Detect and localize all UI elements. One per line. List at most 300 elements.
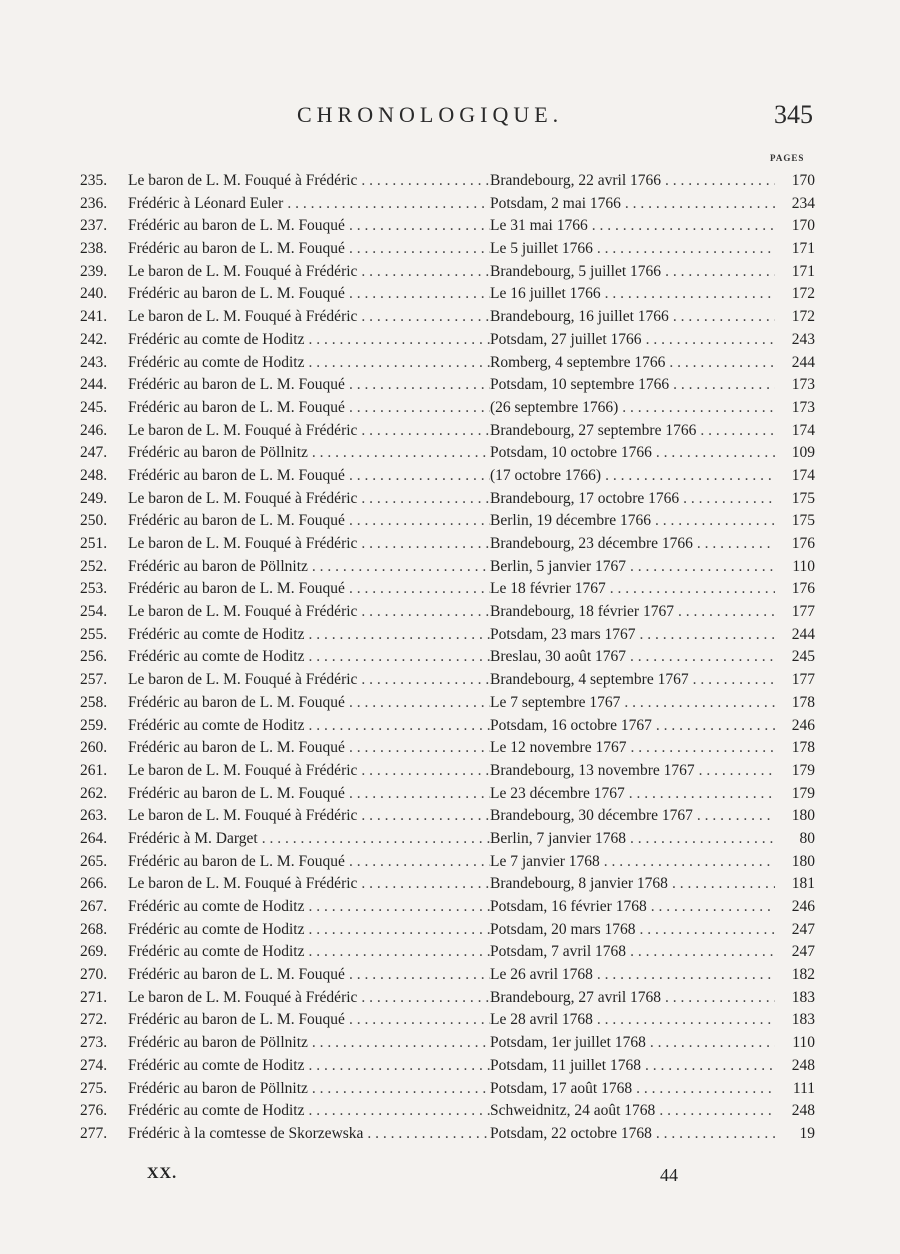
entry-number: 268. [80,920,108,938]
entry-title: Frédéric à M. Darget [128,829,258,847]
entry-page: 179 [791,761,815,779]
entry-place-cell [490,490,775,508]
table-row [80,739,815,762]
entry-title: Frédéric à Léonard Euler [128,194,284,212]
leader-dots [646,331,775,349]
entry-title-cell [128,376,490,394]
leader-dots [287,195,490,213]
entry-number: 237. [80,217,108,235]
leader-dots [672,875,775,893]
table-row [80,217,815,240]
table-row [80,1011,815,1034]
entry-place-cell [490,580,775,598]
leader-dots [630,558,775,576]
entry-place-cell [490,626,775,644]
entry-title: Frédéric au baron de L. M. Fouqué [128,285,345,303]
leader-dots [640,626,775,644]
entry-place-date: Le 26 avril 1768 [490,966,593,984]
entry-page: 247 [791,920,815,938]
entry-title: Frédéric au comte de Hoditz [128,716,305,734]
entry-place-date: Le 23 décembre 1767 [490,784,625,802]
leader-dots [636,1080,775,1098]
table-row [80,717,815,740]
entry-page: 110 [792,1034,815,1052]
entry-title-cell [128,1125,490,1143]
leader-dots [656,1125,775,1143]
leader-dots [361,535,490,553]
table-row [80,966,815,989]
entry-page: 173 [791,398,815,416]
entry-page: 178 [791,739,815,757]
entry-number: 236. [80,194,108,212]
table-row [80,1125,815,1148]
leader-dots [592,217,775,235]
page-footer [0,1165,900,1195]
entry-page: 172 [791,285,815,303]
leader-dots [361,263,490,281]
entry-place-cell [490,943,775,961]
entry-title: Frédéric au baron de L. M. Fouqué [128,852,345,870]
table-row [80,490,815,513]
entry-place-cell [490,240,775,258]
entry-title: Le baron de L. M. Fouqué à Frédéric [128,421,358,439]
entry-place-date: Romberg, 4 septembre 1766 [490,353,666,371]
entry-place-cell [490,444,775,462]
entry-place-cell [490,512,775,530]
entry-title: Le baron de L. M. Fouqué à Frédéric [128,262,358,280]
entry-page: 170 [791,172,815,189]
leader-dots [262,830,490,848]
leader-dots [630,830,775,848]
entry-number: 253. [80,580,108,598]
pages-column-label: PAGES [770,153,805,163]
page-number: 345 [774,100,813,129]
entry-title: Frédéric au baron de L. M. Fouqué [128,512,345,530]
entry-title-cell [128,240,490,258]
leader-dots [678,603,775,621]
entry-number: 256. [80,648,108,666]
entry-title-cell [128,921,490,939]
leader-dots [699,762,775,780]
entry-page: 171 [791,262,815,280]
table-row [80,422,815,445]
entry-title: Le baron de L. M. Fouqué à Frédéric [128,807,358,825]
table-row [80,285,815,308]
entry-title: Frédéric au baron de L. M. Fouqué [128,739,345,757]
entry-number: 252. [80,557,108,575]
leader-dots [312,444,490,462]
signature-mark: 44 [660,1165,678,1185]
entry-place-date: Berlin, 19 décembre 1766 [490,512,651,530]
entry-title-cell [128,444,490,462]
entry-title: Le baron de L. M. Fouqué à Frédéric [128,875,358,893]
entry-title: Frédéric au comte de Hoditz [128,353,305,371]
entry-number: 243. [80,353,108,371]
entry-title-cell [128,694,490,712]
entry-place-date: Potsdam, 16 octobre 1767 [490,716,652,734]
leader-dots [656,444,775,462]
page-header [0,98,900,138]
leader-dots [605,467,775,485]
leader-dots [349,285,490,303]
entry-title: Frédéric au comte de Hoditz [128,943,305,961]
entry-place-date: Potsdam, 10 septembre 1766 [490,376,670,394]
entry-number: 270. [80,966,108,984]
leader-dots [349,1011,490,1029]
entry-number: 249. [80,489,108,507]
table-row [80,444,815,467]
entry-place-cell [490,717,775,735]
entry-title: Frédéric au comte de Hoditz [128,648,305,666]
leader-dots [697,807,775,825]
entry-page: 244 [791,625,815,643]
table-row [80,921,815,944]
entry-title-cell [128,1034,490,1052]
leader-dots [673,376,775,394]
entry-title-cell [128,172,490,190]
entry-page: 19 [799,1124,815,1142]
table-row [80,558,815,581]
table-row [80,830,815,853]
entry-page: 178 [791,693,815,711]
entry-place-cell [490,762,775,780]
leader-dots [645,1057,775,1075]
table-row [80,875,815,898]
entry-place-date: Le 28 avril 1768 [490,1011,593,1029]
entry-title: Frédéric au baron de L. M. Fouqué [128,784,345,802]
entry-page: 174 [791,466,815,484]
entry-place-date: Potsdam, 17 août 1768 [490,1079,633,1097]
entry-title: Frédéric au baron de Pöllnitz [128,1079,308,1097]
entry-page: 177 [791,671,815,689]
entry-page: 180 [791,852,815,870]
entry-place-cell [490,172,775,190]
entry-place-cell [490,1011,775,1029]
entry-place-cell [490,308,775,326]
entry-number: 259. [80,716,108,734]
entry-number: 257. [80,671,108,689]
table-row [80,308,815,331]
leader-dots [665,989,775,1007]
leader-dots [308,1057,490,1075]
leader-dots [597,1011,775,1029]
entry-page: 175 [791,512,815,530]
leader-dots [361,807,490,825]
entry-title-cell [128,853,490,871]
entry-place-cell [490,921,775,939]
entry-title-cell [128,966,490,984]
leader-dots [349,739,490,757]
leader-dots [605,285,775,303]
entry-title-cell [128,467,490,485]
entry-number: 274. [80,1056,108,1074]
entry-page: 111 [792,1079,815,1097]
entry-place-cell [490,603,775,621]
volume-number: XX. [147,1165,178,1182]
entry-title-cell [128,217,490,235]
entry-page: 183 [791,988,815,1006]
entry-page: 176 [791,535,815,552]
leader-dots [683,490,775,508]
entry-place-date: Brandebourg, 17 octobre 1766 [490,489,680,507]
entry-place-date: Le 31 mai 1766 [490,217,588,235]
leader-dots [349,785,490,803]
entry-number: 240. [80,285,108,303]
entry-title-cell [128,989,490,1007]
table-row [80,376,815,399]
entry-place-date: Brandebourg, 4 septembre 1767 [490,671,689,689]
entry-place-date: Berlin, 5 janvier 1767 [490,557,627,575]
entry-place-cell [490,875,775,893]
leader-dots [312,1080,490,1098]
leader-dots [361,762,490,780]
entry-place-date: Brandebourg, 27 avril 1768 [490,988,662,1006]
entry-place-date: Brandebourg, 27 septembre 1766 [490,421,697,439]
entry-title-cell [128,875,490,893]
entry-number: 238. [80,240,108,258]
leader-dots [622,399,775,417]
entry-place-date: Brandebourg, 18 février 1767 [490,603,674,621]
entry-place-date: Brandebourg, 13 novembre 1767 [490,761,695,779]
entry-page: 248 [791,1102,815,1120]
leader-dots [640,921,775,939]
leader-dots [361,989,490,1007]
entry-place-date: Le 7 septembre 1767 [490,693,621,711]
entry-title: Frédéric au baron de Pöllnitz [128,444,308,462]
entry-number: 248. [80,466,108,484]
entry-place-cell [490,989,775,1007]
entry-place-cell [490,195,775,213]
entry-title-cell [128,671,490,689]
entry-place-date: Brandebourg, 30 décembre 1767 [490,807,693,825]
table-row [80,512,815,535]
entry-place-cell [490,422,775,440]
leader-dots [693,671,775,689]
table-row [80,580,815,603]
entry-place-cell [490,331,775,349]
entry-title-cell [128,762,490,780]
leader-dots [673,308,775,326]
table-row [80,1057,815,1080]
table-row [80,648,815,671]
table-row [80,331,815,354]
entry-place-cell [490,694,775,712]
entry-place-cell [490,785,775,803]
entry-place-cell [490,558,775,576]
entry-title: Le baron de L. M. Fouqué à Frédéric [128,603,358,621]
leader-dots [308,648,490,666]
entry-title-cell [128,354,490,372]
leader-dots [308,1102,490,1120]
entry-title-cell [128,422,490,440]
entry-page: 175 [791,489,815,507]
leader-dots [349,580,490,598]
leader-dots [308,331,490,349]
entry-title: Frédéric à la comtesse de Skorzewska [128,1124,364,1142]
leader-dots [597,966,775,984]
entry-place-date: Potsdam, 7 avril 1768 [490,943,627,961]
entry-title: Frédéric au comte de Hoditz [128,1102,305,1120]
table-row [80,671,815,694]
entry-number: 239. [80,262,108,280]
leader-dots [312,1034,490,1052]
entry-place-cell [490,1080,775,1098]
leader-dots [651,898,775,916]
leader-dots [597,240,775,258]
leader-dots [349,467,490,485]
entry-number: 265. [80,852,108,870]
entry-title-cell [128,308,490,326]
entry-title-cell [128,558,490,576]
entry-page: 234 [791,194,815,212]
table-row [80,172,815,195]
entry-title: Frédéric au baron de Pöllnitz [128,1034,308,1052]
entry-title: Frédéric au baron de L. M. Fouqué [128,580,345,598]
leader-dots [361,308,490,326]
leader-dots [630,943,775,961]
leader-dots [308,921,490,939]
leader-dots [669,354,775,372]
leader-dots [361,875,490,893]
entry-page: 246 [791,898,815,915]
entry-number: 264. [80,829,108,847]
entry-title: Le baron de L. M. Fouqué à Frédéric [128,308,358,326]
entry-place-cell [490,467,775,485]
entry-title: Le baron de L. M. Fouqué à Frédéric [128,172,358,189]
leader-dots [349,240,490,258]
entry-title-cell [128,1102,490,1120]
leader-dots [349,399,490,417]
entry-title-cell [128,263,490,281]
entry-place-date: Brandebourg, 5 juillet 1766 [490,262,662,280]
entry-page: 245 [791,648,815,666]
entry-place-date: Potsdam, 23 mars 1767 [490,625,636,643]
entry-place-date: Le 7 janvier 1768 [490,852,600,870]
leader-dots [361,671,490,689]
leader-dots [610,580,775,598]
table-row [80,1034,815,1057]
leader-dots [367,1125,490,1143]
entry-page: 183 [791,1011,815,1029]
entry-title: Frédéric au comte de Hoditz [128,625,305,643]
table-row [80,898,815,921]
entry-place-date: Brandebourg, 16 juillet 1766 [490,308,669,326]
entry-place-date: (17 octobre 1766) [490,466,602,484]
leader-dots [625,195,775,213]
entry-title-cell [128,898,490,916]
entry-page: 182 [791,966,815,984]
table-row [80,626,815,649]
entry-place-date: Potsdam, 27 juillet 1766 [490,330,642,348]
entry-place-cell [490,535,775,553]
entry-number: 254. [80,603,108,621]
table-row [80,943,815,966]
entry-page: 180 [791,807,815,825]
entry-page: 110 [792,557,815,575]
entry-place-date: Potsdam, 2 mai 1766 [490,194,621,212]
entry-place-date: Potsdam, 10 octobre 1766 [490,444,652,462]
leader-dots [655,512,775,530]
entry-place-date: Potsdam, 20 mars 1768 [490,920,636,938]
entry-page: 179 [791,784,815,802]
table-row [80,467,815,490]
entry-place-cell [490,285,775,303]
leader-dots [349,512,490,530]
entry-number: 244. [80,376,108,394]
entry-title: Le baron de L. M. Fouqué à Frédéric [128,988,358,1006]
leader-dots [659,1102,775,1120]
entry-place-date: Brandebourg, 23 décembre 1766 [490,535,693,552]
entry-title-cell [128,1011,490,1029]
entry-page: 171 [791,240,815,258]
entry-title-cell [128,739,490,757]
leader-dots [700,422,775,440]
entry-title: Frédéric au baron de L. M. Fouqué [128,240,345,258]
entry-title-cell [128,1057,490,1075]
entry-title-cell [128,830,490,848]
table-row [80,1080,815,1103]
entry-title: Frédéric au baron de L. M. Fouqué [128,693,345,711]
entry-number: 266. [80,875,108,893]
leader-dots [361,490,490,508]
entry-title-cell [128,807,490,825]
leader-dots [650,1034,775,1052]
table-row [80,535,815,558]
entry-place-cell [490,354,775,372]
table-row [80,195,815,218]
entry-place-date: Le 12 novembre 1767 [490,739,627,757]
entry-place-date: Potsdam, 1er juillet 1768 [490,1034,646,1052]
entry-number: 276. [80,1102,108,1120]
entry-title-cell [128,512,490,530]
leader-dots [697,535,775,553]
entry-number: 267. [80,898,108,915]
table-row [80,694,815,717]
entry-place-date: Brandebourg, 22 avril 1766 [490,172,662,189]
leader-dots [665,172,775,190]
leader-dots [629,785,775,803]
entry-page: 176 [791,580,815,598]
entry-number: 260. [80,739,108,757]
entry-number: 273. [80,1034,108,1052]
entry-place-cell [490,1102,775,1120]
entry-title: Frédéric au baron de L. M. Fouqué [128,1011,345,1029]
entry-number: 263. [80,807,108,825]
entry-page: 109 [791,444,815,462]
leader-dots [308,898,490,916]
entry-page: 181 [791,875,815,893]
entry-number: 255. [80,625,108,643]
entry-number: 272. [80,1011,108,1029]
entry-number: 261. [80,761,108,779]
table-row [80,263,815,286]
entry-number: 235. [80,172,108,189]
running-title: CHRONOLOGIQUE. [297,102,564,127]
entry-place-date: Berlin, 7 janvier 1768 [490,829,627,847]
entry-place-cell [490,376,775,394]
leader-dots [630,739,775,757]
entry-title: Frédéric au baron de L. M. Fouqué [128,966,345,984]
entry-number: 241. [80,308,108,326]
entry-page: 173 [791,376,815,394]
entry-title: Le baron de L. M. Fouqué à Frédéric [128,761,358,779]
entry-number: 269. [80,943,108,961]
leader-dots [361,422,490,440]
entry-title-cell [128,785,490,803]
entry-place-cell [490,648,775,666]
entry-number: 250. [80,512,108,530]
entry-title: Frédéric au baron de L. M. Fouqué [128,217,345,235]
